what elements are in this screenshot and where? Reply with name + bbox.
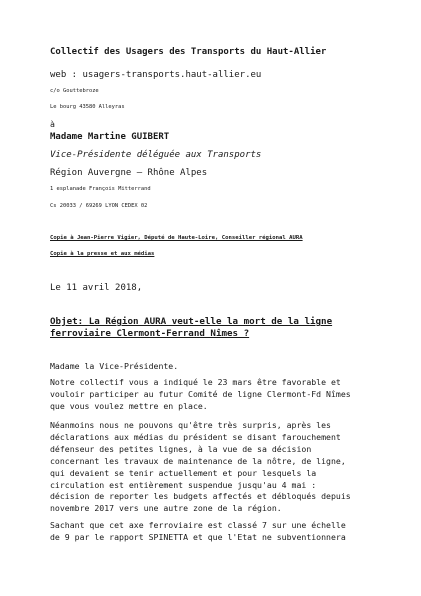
- copy-line: Copie à Jean-Pierre Vigier, Député de Haute-Loire, Conseiller régional AURA: [50, 235, 303, 241]
- paragraph-line: qui devaient se tenir actuellement et pour lesquels la: [50, 467, 317, 478]
- paragraph-line: circulation est entièrement suspendue jusqu'au 4 mai :: [50, 479, 317, 490]
- paragraph-line: concernant les travaux de maintenance de la nôtre, de ligne,: [50, 455, 346, 466]
- paragraph-line: que vous voulez mettre en place.: [50, 400, 208, 411]
- paragraph-line: de 9 par le rapport SPINETTA et que l'Etat ne subventionnera: [50, 531, 346, 542]
- subject-line: ferroviaire Clermont-Ferrand Nîmes ?: [50, 328, 250, 339]
- sender-address: Le bourg 43580 Alleyras: [50, 104, 125, 110]
- recipient-region: Région Auvergne – Rhône Alpes: [50, 168, 208, 178]
- paragraph-line: Néanmoins nous ne pouvons qu'être très surpris, après les: [50, 420, 331, 430]
- body-paragraph: [50, 420, 395, 515]
- recipient-address-line2: Cs 20033 / 69269 LYON CEDEX 02: [50, 203, 148, 209]
- sender-care-of: c/o Gouttebroze: [50, 88, 99, 94]
- recipient-address-line1: 1 esplanade François Mitterrand: [50, 186, 151, 192]
- body-paragraph: [50, 520, 395, 544]
- subject-line: Objet: La Région AURA veut-elle la mort de la ligne: [50, 316, 333, 327]
- paragraph-line: défenseur des petites lignes, à la vue de sa décision: [50, 443, 312, 454]
- recipient-title: Vice-Présidente déléguée aux Transports: [50, 150, 262, 160]
- paragraph-line: vouloir participer au futur Comité de ligne Clermont-Fd Nîmes: [50, 388, 351, 399]
- sender-name: Collectif des Usagers des Transports du Haut-Allier: [50, 47, 327, 57]
- salutation: Madame la Vice-Présidente.: [50, 361, 179, 371]
- paragraph-line: décision de reporter les budgets affectés et débloqués depuis: [50, 491, 351, 502]
- paragraph-line: Sachant que cet axe ferroviaire est classé 7 sur une échelle: [50, 520, 346, 530]
- paragraph-line: novembre 2017 vers une autre zone de la région.: [50, 503, 282, 514]
- body-paragraph: [50, 377, 395, 413]
- letter-date: Le 11 avril 2018,: [50, 283, 143, 293]
- paragraph-line: déclarations aux médias du président se disant farouchement: [50, 431, 341, 442]
- sender-website: web : usagers-transports.haut-allier.eu: [50, 70, 262, 80]
- recipient-name: Madame Martine GUIBERT: [50, 132, 170, 142]
- copy-line: Copie à la presse et aux médias: [50, 251, 155, 257]
- paragraph-line: Notre collectif vous a indiqué le 23 mars être favorable et: [50, 377, 341, 387]
- to-marker: à: [50, 119, 55, 129]
